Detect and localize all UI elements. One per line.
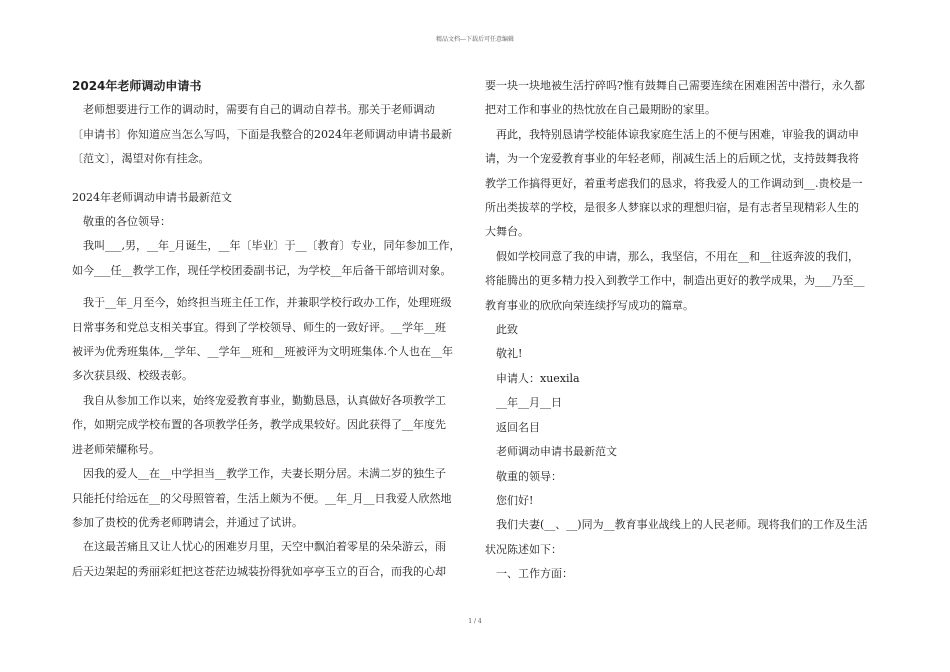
intro-line-3: 〔范文〕，渴望对你有挂念。 [72, 152, 210, 166]
paragraph-line: 进老师荣耀称号。 [72, 442, 160, 456]
paragraph-line: 参加了贵校的优秀老师聘请会，并通过了试讲。 [72, 515, 303, 529]
subtitle: 2024年老师调动申请书最新范文 [72, 190, 232, 204]
back-to-contents-link[interactable]: 返回名目 [496, 420, 540, 434]
paragraph-line: 再此，我特别恳请学校能体谅我家庭生活上的不便与困难，审验我的调动申 [496, 127, 859, 141]
paragraph-line: 我叫___,男，__年_月诞生，__年〔毕业〕于__〔教育〕专业，同年参加工作， [83, 239, 461, 253]
sample-salutation: 敬重的领导： [496, 469, 562, 483]
intro-line-1: 老师想要进行工作的调动时，需要有自己的调动自荐书。那关于老师调动 [83, 103, 435, 117]
paragraph-line: 教育事业的欣欣向荣连续抒写成功的篇章。 [485, 298, 694, 312]
closing-jingli: 敬礼! [496, 347, 523, 361]
salutation: 敬重的各位领导： [83, 215, 171, 229]
paragraph-line: 把对工作和事业的热忱放在自己最期盼的家里。 [485, 103, 716, 117]
intro-line-2: 〔申请书〕你知道应当怎么写吗，下面是我整合的2024年老师调动申请书最新 [72, 127, 452, 141]
greeting: 您们好! [496, 493, 534, 507]
application-date: __年__月__日 [496, 396, 562, 410]
paragraph-line: 因我的爱人__在__中学担当__教学工作，夫妻长期分居。未满二岁的独生子 [83, 467, 446, 481]
closing-cizhi: 此致 [496, 323, 518, 337]
left-column [72, 74, 467, 584]
paragraph-line: 我于__年_月至今，始终担当班主任工作，并兼职学校行政办工作，处理班级 [83, 296, 452, 310]
paragraph-line: 所出类拔萃的学校，是很多人梦寐以求的理想归宿，是有志者呈现精彩人生的 [485, 201, 859, 215]
paragraph-line: 日常事务和党总支相关事宜。得到了学校领导、师生的一致好评。__学年__班 [72, 320, 446, 334]
paragraph-line: 要一块一块地被生活拧碎吗?惟有鼓舞自己需要连续在困难困苦中潜行，永久都 [485, 79, 865, 92]
paragraph-line: 如今___任__教学工作，现任学校团委副书记，为学校__年后备干部培训对象。 [72, 263, 452, 277]
paragraph-line: 假如学校同意了我的申请，那么，我坚信，不用在__和__往返奔波的我们， [496, 249, 859, 263]
page-number: 1 / 4 [468, 618, 482, 625]
document-title: 2024年老师调动申请书 [72, 79, 202, 93]
paragraph-line: 后天边架起的秀丽彩虹把这苍茫边城装扮得犹如亭亭玉立的百合，而我的心却 [72, 564, 446, 578]
paragraph-line: 我自从参加工作以来，始终宠爱教育事业，勤勤恳恳，认真做好各项教学工 [83, 393, 446, 407]
paragraph-line: 大舞台。 [485, 225, 529, 239]
paragraph-line: 我们夫妻(__、__)同为__教育事业战线上的人民老师。现将我们的工作及生活 [496, 518, 868, 532]
right-column [485, 74, 880, 587]
paragraph-line: 只能托付给远在__的父母照管着，生活上颇为不便。__年_月__日我爱人欣然地 [72, 491, 452, 505]
page-header: 精品文档---下载后可任意编辑 [435, 36, 515, 43]
applicant-name: 申请人：xuexila [496, 371, 580, 385]
paragraph-line: 将能腾出的更多精力投入到教学工作中，制造出更好的教学成果，为___乃至__ [485, 274, 865, 288]
paragraph-line: 在这最苦痛且又让人忧心的困难岁月里，天空中飘泊着零星的朵朵游云，雨 [83, 540, 446, 554]
paragraph-line: 教学工作搞得更好，着重考虑我们的恳求，将我爱人的工作调动到__.贵校是一 [485, 176, 863, 190]
paragraph-line: 状况陈述如下： [485, 542, 562, 556]
sample-title: 老师调动申请书最新范文 [496, 445, 617, 459]
paragraph-line: 请，为一个宠爱教育事业的年轻老师，削减生活上的后顾之忧，支持鼓舞我将 [485, 152, 859, 166]
paragraph-line: 作，如期完成学校布置的各项教学任务，教学成果较好。因此获得了__年度先 [72, 418, 446, 432]
paragraph-line: 被评为优秀班集体,__学年、__学年__班和__班被评为文明班集体.个人也在__年 [72, 345, 453, 359]
paragraph-line: 多次获县级、校级表彰。 [72, 369, 193, 383]
section-heading: 一、工作方面： [496, 567, 573, 581]
